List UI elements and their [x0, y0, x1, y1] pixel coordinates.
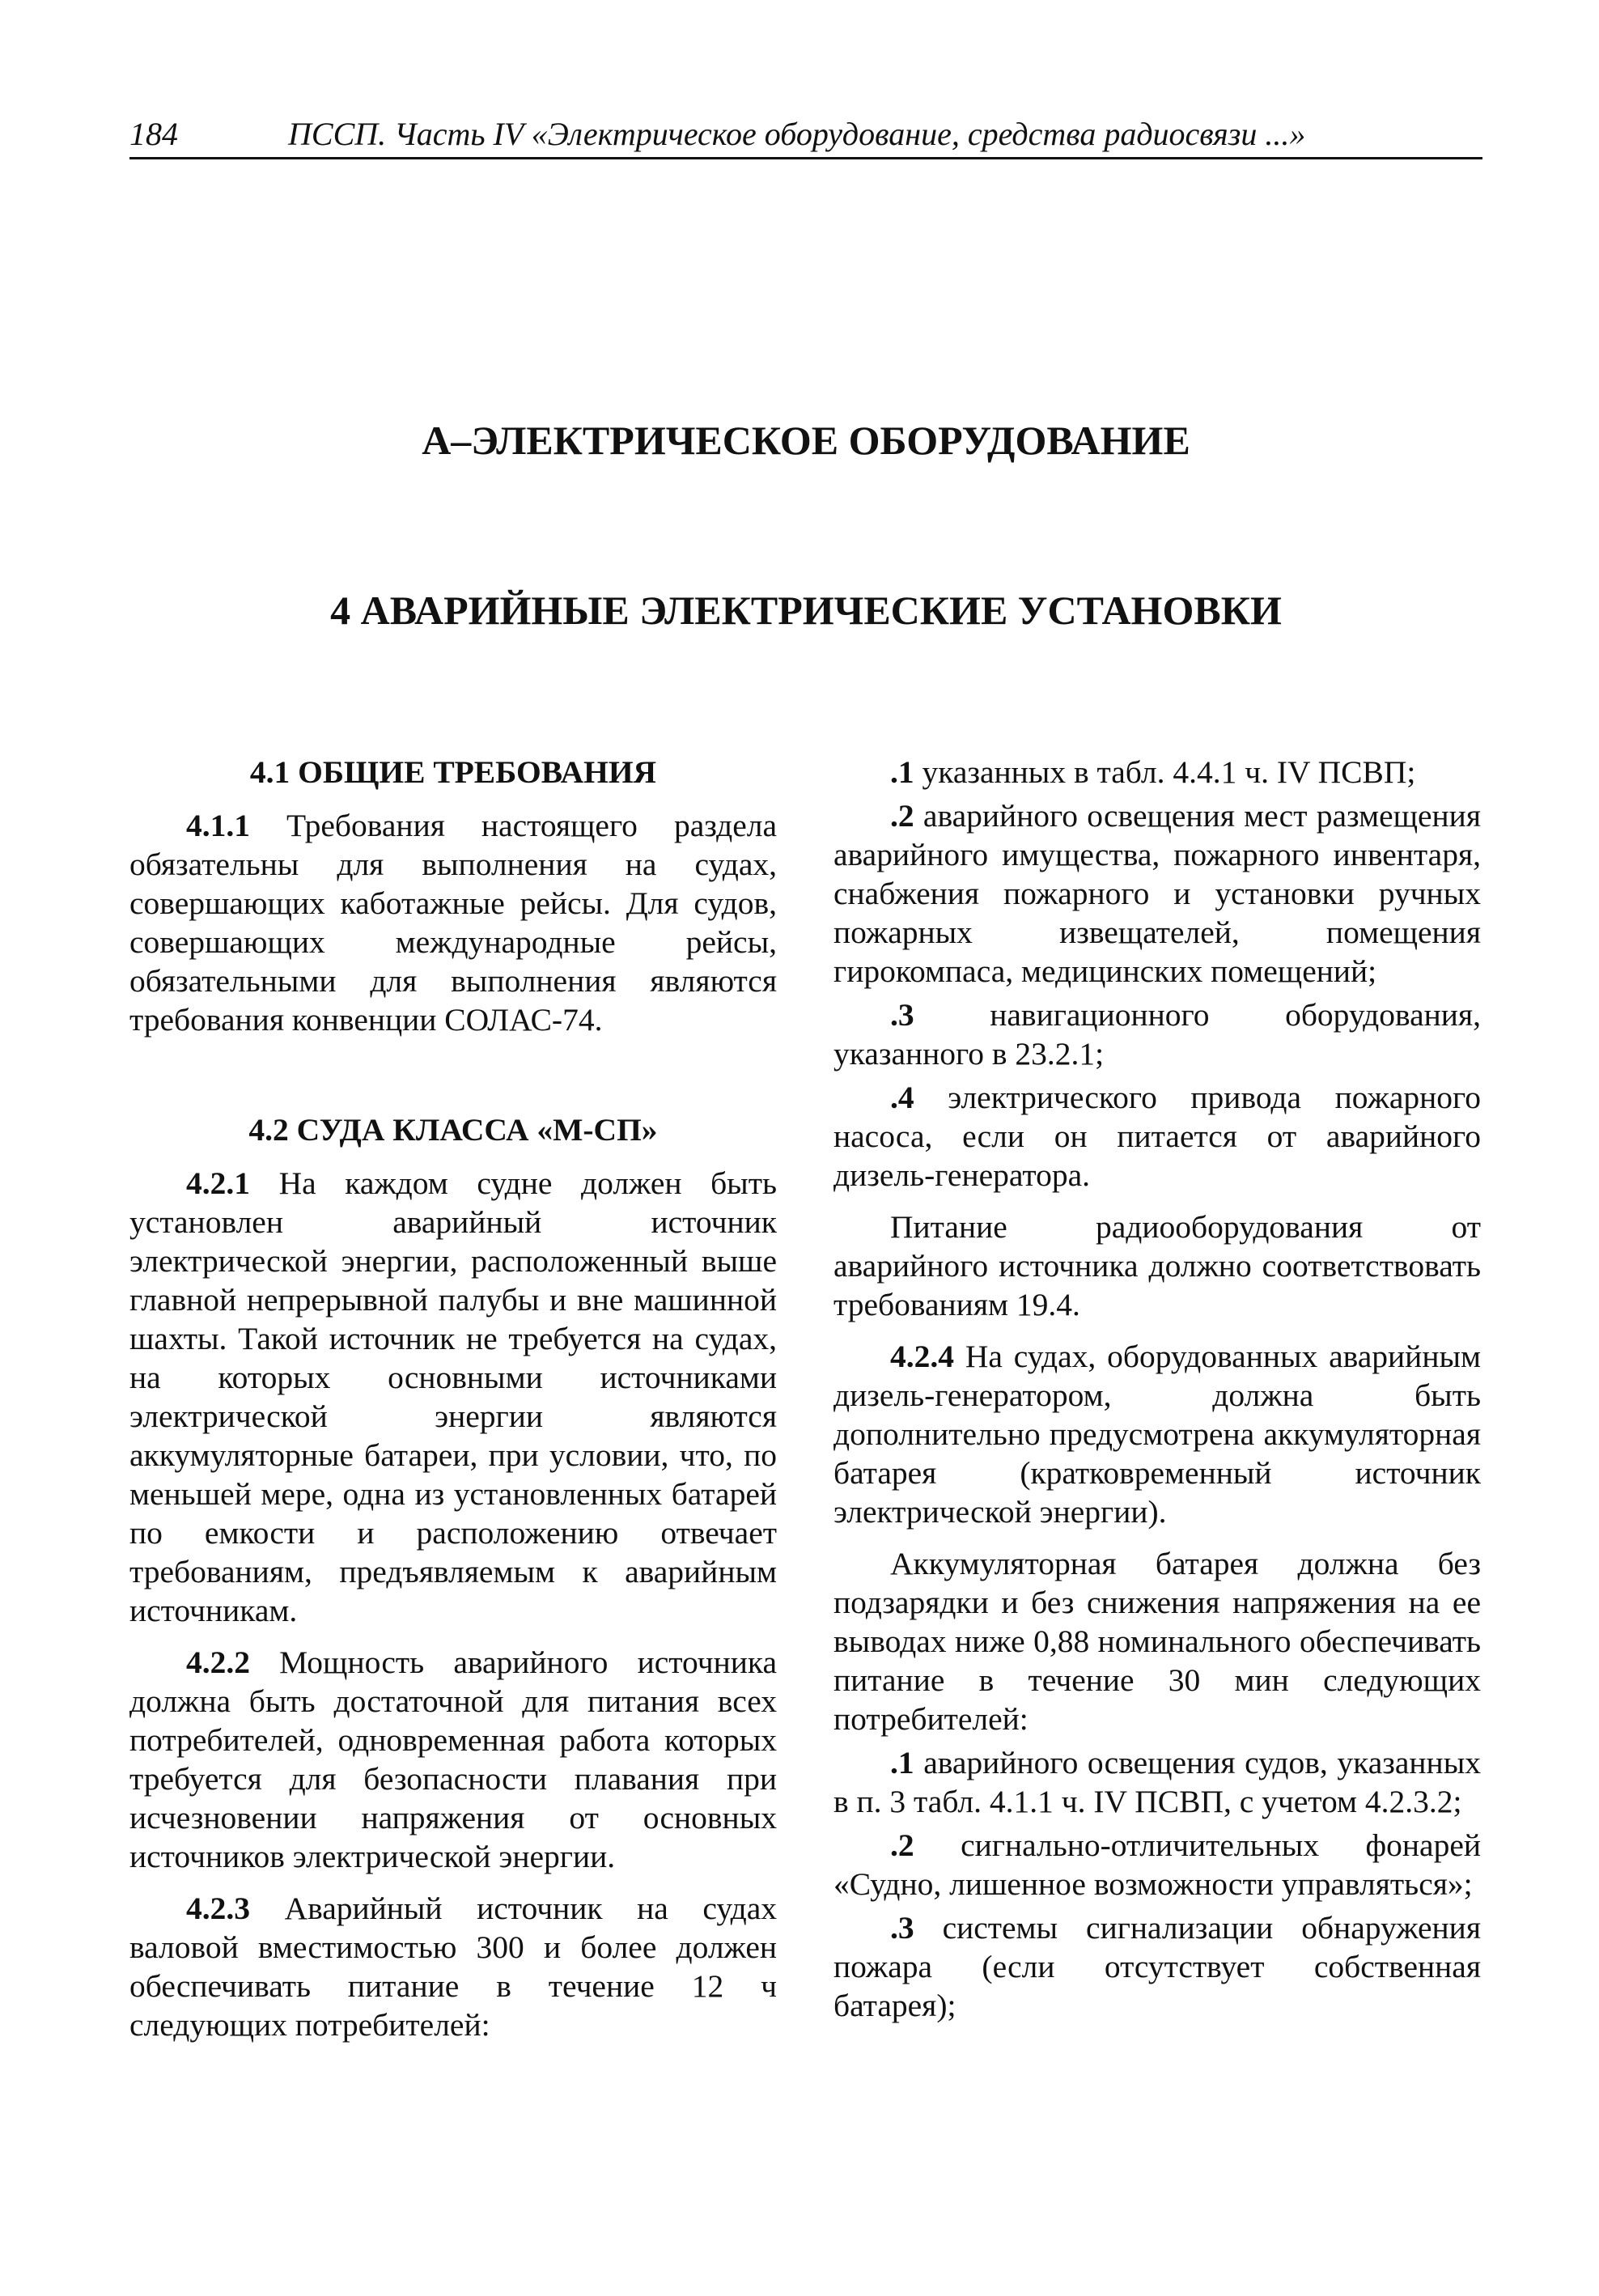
list-item-4-2-4-1: [833, 1743, 1481, 1821]
right-column: [833, 753, 1481, 2030]
item-number: .3: [890, 1910, 914, 1946]
paragraph-text: Требования настоящего раздела обязательны для выполнения на судах, совершающих каботажные рейсы. Для судов, совершающих международные рейсы, обязательными для выполнения являются требования конвенции СОЛАС-74.: [129, 808, 777, 1038]
item-text: системы сигнализации обнаружения пожара (если отсутствует собственная батарея);: [833, 1910, 1481, 2023]
paragraph-number: 4.2.4: [890, 1339, 954, 1374]
item-text: сигнально-отличительных фонарей «Судно, лишенное возможности управляться»;: [833, 1827, 1481, 1902]
paragraph-text: Аварийный источник на судах валовой вместимостью 300 и более должен обеспечивать питание в течение 12 ч следующих потребителей:: [129, 1891, 777, 2043]
list-item-4-2-3-2: [833, 796, 1481, 991]
item-number: .3: [890, 997, 914, 1033]
item-text: указанных в табл. 4.4.1 ч. IV ПСВП;: [914, 754, 1416, 790]
paragraph-number: 4.2.1: [186, 1165, 250, 1201]
paragraph-4-2-1: [129, 1164, 777, 1630]
left-column: [129, 753, 777, 2057]
paragraph-4-2-3: [129, 1889, 777, 2044]
paragraph-text: На судах, оборудованных аварийным дизель-генератором, должна быть дополнительно предусмотрена аккумуляторная батарея (кратковременный источник электрической энергии).: [833, 1339, 1481, 1530]
section-4-1-title: 4.1 ОБЩИЕ ТРЕБОВАНИЯ: [249, 754, 657, 790]
part-title: А–ЭЛЕКТРИЧЕСКОЕ ОБОРУДОВАНИЕ: [422, 418, 1190, 463]
list-item-4-2-3-1: [833, 753, 1481, 792]
paragraph-text: На каждом судне должен быть установлен аварийный источник электрической энергии, расположенный выше главной непрерывной палубы и вне машинной шахты. Такой источник не требуется на судах, на которых основными источниками электрической энергии являются аккумуляторные батареи, при условии, что, по меньшей мере, одна из установленных батарей по емкости и расположению отвечает требованиям, предъявляемым к аварийным источникам.: [129, 1165, 777, 1628]
item-text: аварийного освещения мест размещения аварийного имущества, пожарного инвентаря, снабжения пожарного и установки ручных пожарных извещателей, помещения гирокомпаса, медицинских помещений;: [833, 798, 1481, 989]
item-number: .1: [890, 754, 914, 790]
item-text: электрического привода пожарного насоса, если он питается от аварийного дизель-генератора.: [833, 1080, 1481, 1193]
item-text: навигационного оборудования, указанного в 23.2.1;: [833, 997, 1481, 1072]
item-number: .1: [890, 1745, 914, 1780]
chapter-title: 4 АВАРИЙНЫЕ ЭЛЕКТРИЧЕСКИЕ УСТАНОВКИ: [330, 588, 1282, 633]
item-number: .4: [890, 1080, 914, 1115]
paragraph-4-1-1: [129, 806, 777, 1039]
running-title: ПССП. Часть IV «Электрическое оборудование, средства радиосвязи ...»: [288, 116, 1306, 152]
paragraph-number: 4.2.2: [186, 1645, 250, 1680]
item-number: .2: [890, 798, 914, 834]
paragraph-number: 4.2.3: [186, 1891, 250, 1926]
paragraph-radio-power: Питание радиооборудования от аварийного источника должно соответствовать требованиям 19.4.: [833, 1209, 1481, 1322]
list-item-4-2-3-4: [833, 1078, 1481, 1195]
paragraph-text: Мощность аварийного источника должна быть достаточной для питания всех потребителей, одновременная работа которых требуется для безопасности плавания при исчезновении напряжения от основных источников электрической энергии.: [129, 1645, 777, 1874]
running-header: [129, 112, 1482, 159]
section-4-2-title: 4.2 СУДА КЛАССА «М-СП»: [248, 1112, 658, 1148]
paragraph-number: 4.1.1: [186, 808, 250, 843]
page-number: 184: [129, 116, 178, 152]
paragraph-4-2-2: [129, 1643, 777, 1876]
item-text: аварийного освещения судов, указанных в п. 3 табл. 4.1.1 ч. IV ПСВП, с учетом 4.2.3.2;: [833, 1745, 1481, 1819]
section-spacer: [129, 1052, 777, 1110]
list-item-4-2-4-3: [833, 1908, 1481, 2025]
paragraph-battery: Аккумуляторная батарея должна без подзарядки и без снижения напряжения на ее выводах ниже 0,88 номинального обеспечивать питание в течение 30 мин следующих потребителей:: [833, 1546, 1481, 1737]
item-number: .2: [890, 1827, 914, 1863]
paragraph-4-2-4: [833, 1337, 1481, 1531]
list-item-4-2-3-3: [833, 995, 1481, 1073]
list-item-4-2-4-2: [833, 1826, 1481, 1903]
